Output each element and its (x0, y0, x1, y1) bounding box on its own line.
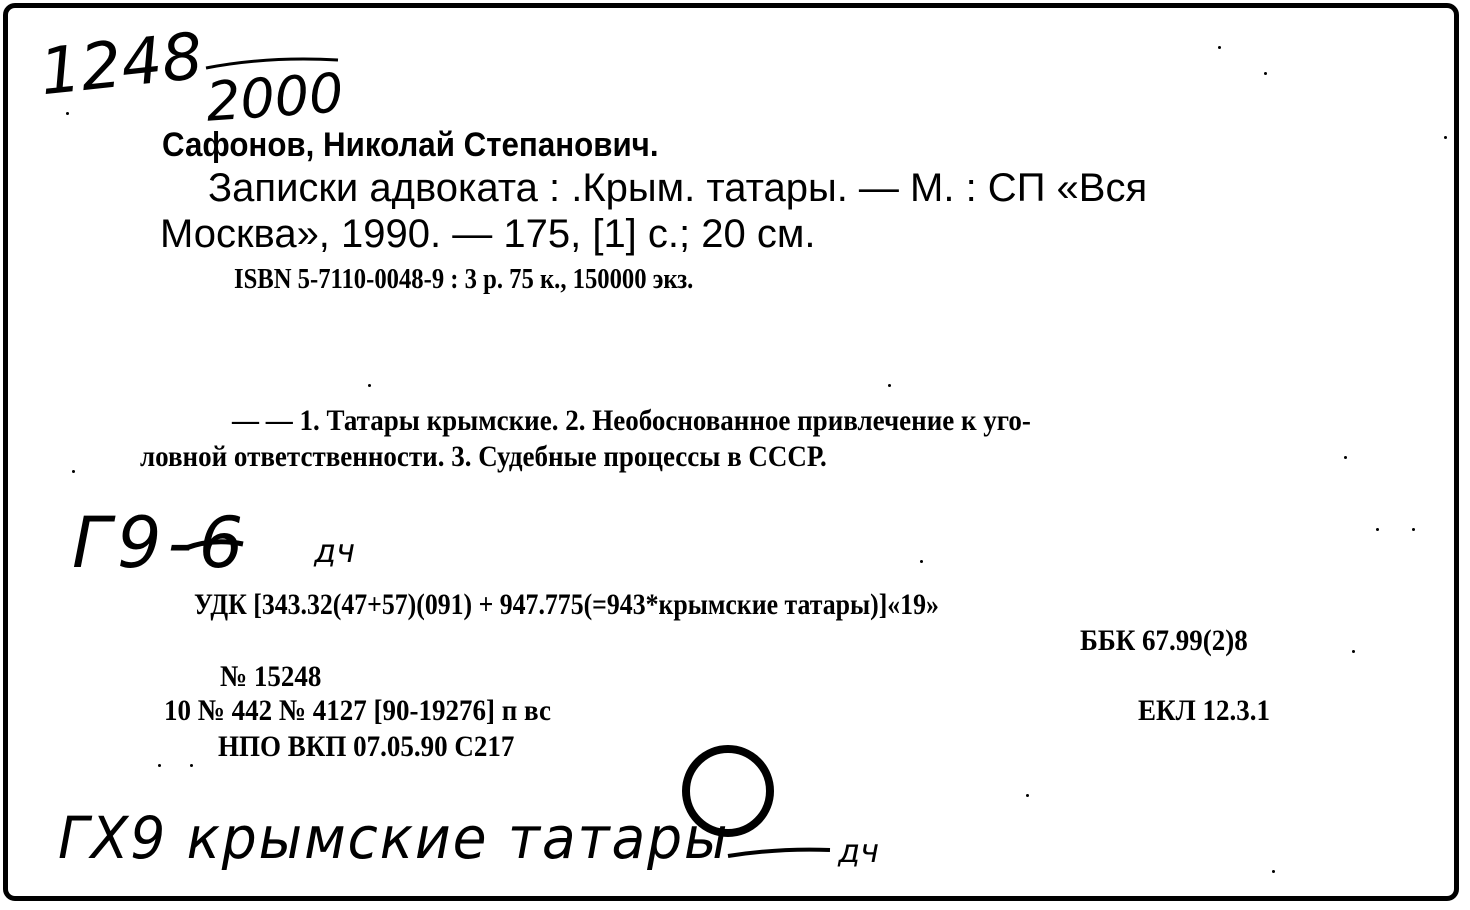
author-heading: Сафонов, Николай Степанович. (162, 126, 659, 164)
speck (888, 384, 891, 387)
udk-line: УДК [343.32(47+57)(091) + 947.775(=943*крымские татары)]«19» (194, 588, 939, 621)
speck (1218, 46, 1221, 49)
print-info-line: 10 № 442 № 4127 [90-19276] п вс (164, 694, 551, 727)
catalog-card (3, 3, 1459, 901)
speck (1264, 72, 1267, 75)
handwritten-bottom-suffix: дч (838, 832, 880, 870)
ekl-line: ЕКЛ 12.3.1 (1138, 694, 1270, 727)
speck (72, 470, 75, 473)
title-line-1: Записки адвоката : .Крым. татары. — М. : СП «Вся (208, 166, 1148, 210)
handwritten-top-number: 1248 (36, 19, 207, 111)
handwritten-bottom-note: ГХ9 крымские татары (58, 804, 730, 872)
speck (1272, 870, 1275, 873)
title-line-2: Москва», 1990. — 175, [1] с.; 20 см. (160, 212, 816, 256)
speck (920, 560, 923, 563)
speck (1352, 650, 1355, 653)
speck (66, 112, 69, 115)
speck (1412, 528, 1415, 531)
handwritten-trailing-stroke (728, 850, 830, 856)
bbk-line: ББК 67.99(2)8 (1080, 624, 1248, 657)
speck (368, 384, 371, 387)
speck (1444, 136, 1447, 139)
isbn-line: ISBN 5-7110-0048-9 : 3 р. 75 к., 150000 экз. (234, 264, 694, 295)
handwritten-classification-suffix: дч (314, 532, 356, 570)
npo-line: НПО ВКП 07.05.90 С217 (218, 730, 515, 763)
handwritten-top-fraction: 2000 (203, 61, 346, 134)
speck (1344, 456, 1347, 459)
speck (1376, 528, 1379, 531)
subjects-line-1: — — 1. Татары крымские. 2. Необоснованное привлечение к уго- (232, 404, 1031, 437)
record-number: № 15248 (220, 660, 322, 693)
subjects-line-2: ловной ответственности. 3. Судебные процессы в СССР. (140, 440, 827, 473)
handwritten-classification: Г9-6 (72, 502, 250, 584)
speck (1026, 794, 1029, 797)
speck (190, 764, 193, 767)
speck (158, 764, 161, 767)
